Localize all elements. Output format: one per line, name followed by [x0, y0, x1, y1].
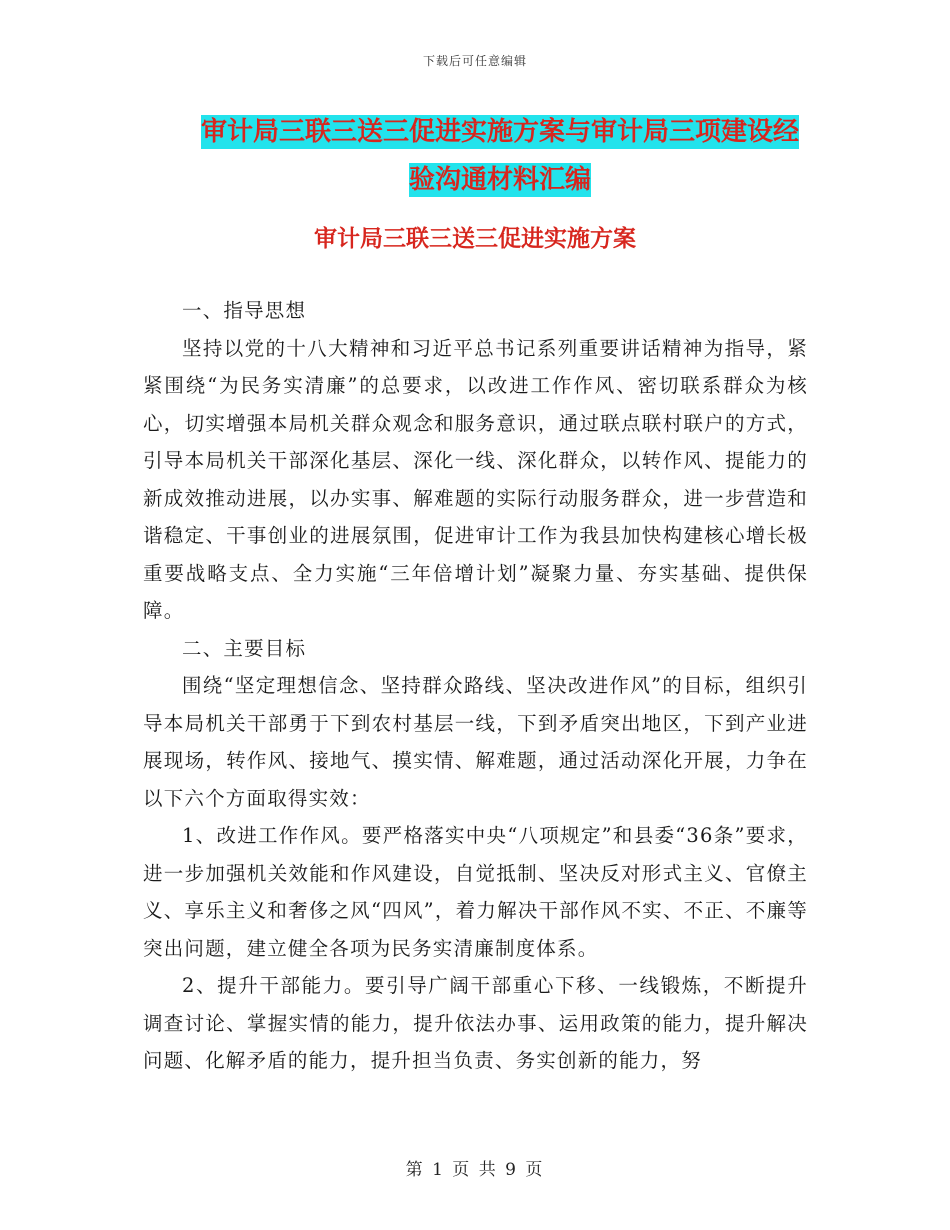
- section-title: 审计局三联三送三促进实施方案: [314, 226, 636, 252]
- page-number-footer: 第 1 页 共 9 页: [405, 1160, 545, 1180]
- header-note: 下载后可任意编辑: [422, 54, 527, 68]
- paragraph-item-2: 2、提升干部能力。要引导广阔干部重心下移、一线锻炼，不断提升调查讨论、掌握实情的能力，提升依法办事、运用政策的能力，提升解决问题、化解矛盾的能力，提升担当负责、务实创新的能力，努: [143, 974, 808, 1072]
- document-body: [143, 292, 808, 1080]
- paragraph-main-goals: 围绕“坚定理想信念、坚持群众路线、坚决改进作风”的目标，组织引导本局机关干部勇于下到农村基层一线，下到矛盾突出地区，下到产业进展现场，转作风、接地气、摸实情、解难题，通过活动深化开展，力争在以下六个方面取得实效：: [143, 674, 808, 810]
- main-title-line-1: 审计局三联三送三促进实施方案与审计局三项建设经: [200, 117, 799, 147]
- paragraph-guiding-ideology: 坚持以党的十八大精神和习近平总书记系列重要讲话精神为指导，紧紧围绕“为民务实清廉”的总要求，以改进工作作风、密切联系群众为核心，切实增强本局机关群众观念和服务意识，通过联点联村联户的方式，引导本局机关干部深化基层、深化一线、深化群众，以转作风、提能力的新成效推动进展，以办实事、解难题的实际行动服务群众，进一步营造和谐稳定、干事创业的进展氛围，促进审计工作为我县加快构建核心增长极重要战略支点、全力实施“三年倍增计划”凝聚力量、夯实基础、提供保障。: [143, 336, 808, 622]
- main-title: [185, 108, 815, 204]
- heading-guiding-ideology: 一、指导思想: [182, 299, 307, 322]
- heading-main-goals: 二、主要目标: [182, 636, 307, 660]
- paragraph-item-1: 1、改进工作作风。要严格落实中央“八项规定”和县委“36条”要求，进一步加强机关效能和作风建设，自觉抵制、坚决反对形式主义、官僚主义、享乐主义和奢侈之风“四风”，着力解决干部作风不实、不正、不廉等突出问题，建立健全各项为民务实清廉制度体系。: [143, 824, 808, 960]
- main-title-line-2: 验沟通材料汇编: [408, 165, 591, 195]
